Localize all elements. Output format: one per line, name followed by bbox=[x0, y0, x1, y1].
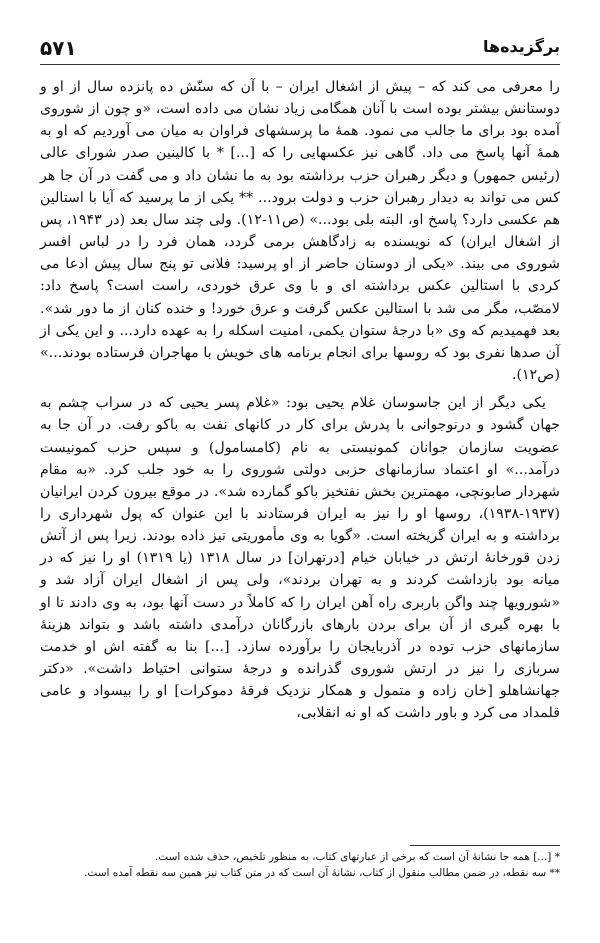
paragraph: یکی دیگر از این جاسوسان غلام یحیی بود: «غلام پسر یحیی که در سراب چشم به جهان گشود و درنوجوانی با پدرش برای کار در کانهای نفت به باکو رفت. در آن جا به عضویت سازمان جوانان کمونیستی به نام (کامسامول) و سپس حزب کمونیست درآمد...» او اعتماد سازمانهای حزبی دولتی شوروی را به خود جلب کرد. «به مقام شهردار صابونچی، مهمترین بخش نفتخیز باکو گمارده شد». در موقع بیرون کردن ایرانیان (۱۹۳۷-۱۹۳۸)، روسها او را نیز به ایران فرستادند با این عنوان که پول شهرداری را برداشته و به ایران گریخته است. «گویا به وی مأموریتی نیز داده بودند. زیرا پس از آتش زدن قورخانهٔ ارتش در خیابان خیام [درتهران] در سال ۱۳۱۸ (یا ۱۳۱۹) او را نیز که در میانه بود بازداشت کردند و به تهران بردند»، ولی پس از اشغال ایران آزاد شد و «شورویها چند واگن باربری راه آهن ایران را که کاملاً در دست آنها بود، به وی دادند تا او با بهره گیری از آن برای بردن بارهای بازرگانان درآمدی داشته باشد و بتواند هزینهٔ سازمانهای حزب توده در آذربایجان را برآورده سازد. [...] بنا به گفته اش او خدمت سربازی را نیز در ارتش شوروی گذرانده و درجهٔ ستوانی احتیاط داشت». «دکتر جهانشاهلو [خان زاده و متمول و همکار نزدیک فرقهٔ دموکرات] او را بیسواد و عامی قلمداد می کرد و باور داشت که او نه انقلابی، bbox=[40, 395, 560, 722]
footnote: ** سه نقطه، در ضمن مطالب منقول از کتاب، نشانهٔ آن است که در متن کتاب نیز همین سه نقطه آمده است. bbox=[84, 867, 560, 880]
footnote-separator bbox=[410, 845, 560, 846]
body-text bbox=[40, 76, 560, 725]
footnotes bbox=[40, 849, 560, 882]
page-number: ۵۷۱ bbox=[40, 36, 77, 60]
running-title: برگزیده‌ها bbox=[482, 37, 560, 56]
footnote: * [...] همه جا نشانهٔ آن است که برخی از عبارتهای کتاب، به منظور تلخیص، حذف شده است. bbox=[154, 851, 560, 863]
paragraph: را معرفی می کند که – پیش از اشغال ایران – با آن که سنّش ده پانزده سال از او و دوستانش بیشتر بوده است با آنان همگامی زیاد نشان می داده است، «و چون از شوروی آمده بود برای ما جالب می نمود. همهٔ ما پرسشهای فراوان به میان می آوردیم که او به همهٔ آنها پاسخ می داد. گاهی نیز عکسهایی را که [...] * با کالینین صدر شورای عالی (رئیس جمهور) و دیگر رهبران حزب برداشته بود به ما نشان داد و می گفت در آن جا هر کس می تواند به دیدار رهبران حزب و دولت برود... ** یکی از ما پرسید که آیا با استالین هم عکسی دارد؟ پاسخ او، البته بلی بود...» (ص۱۱-۱۲). ولی چند سال بعد (در ۱۹۴۳، پس از اشغال ایران) که نویسنده به زادگاهش برمی گردد، همان فرد را در لباس افسر شوروی می بیند. «یکی از دوستان حاضر از او پرسید: فلانی تو پنج سال پیش ادعا می کردی با استالین عکس برداشته ای و با وی عرق خوردی، راست است؟ پاسخ داد: لامصّب، مگر می شد با استالین عکس گرفت و عرق خورد! و خنده کنان از ما دور شد». بعد فهمیدیم که وی «با درجهٔ ستوان یکمی، امنیت اسکله را به عهده دارد... و این یکی از آن صدها نفری بود که روسها برای انجام برنامه های خویش با مهاجران فرستاده بودند...» (ص۱۲). bbox=[40, 79, 560, 384]
page-header bbox=[40, 34, 560, 65]
